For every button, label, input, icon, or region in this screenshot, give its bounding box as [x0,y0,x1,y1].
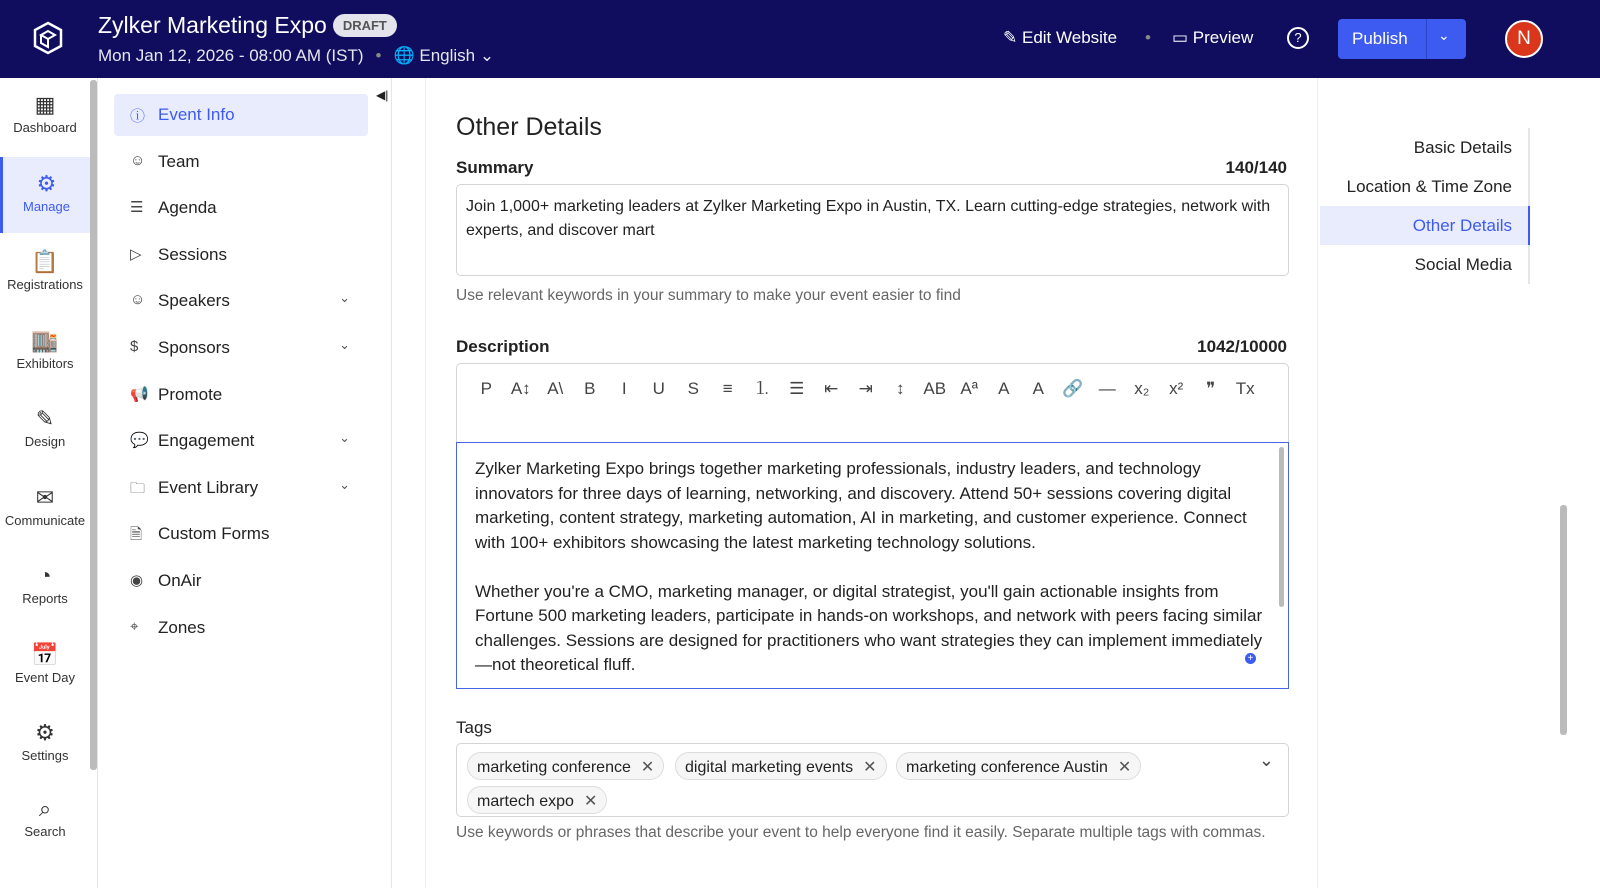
rail-item-manage[interactable] [0,157,90,233]
rail-item-label: Settings [21,748,69,763]
editor-toolbar [456,363,1289,443]
app-logo-icon [30,20,66,56]
rail-item-label: Manage [23,198,70,214]
rail-item-label: Registrations [7,277,83,292]
rail-item-label: Design [24,434,66,449]
summary-count: 140/140 [1225,158,1287,177]
zones-icon: ⌖ [130,617,139,635]
chevron-down-icon[interactable]: ⌄ [339,476,350,492]
toolbar-button-17[interactable]: 🔗 [1062,379,1084,398]
status-badge: DRAFT [333,14,397,37]
rail-item-settings[interactable] [0,706,90,782]
search-icon: ⌕ [38,795,52,821]
event-datetime: Mon Jan 12, 2026 - 08:00 AM (IST) [98,46,364,65]
editor-scrollbar[interactable] [1279,447,1284,607]
publish-button[interactable]: Publish ⌄ [1338,19,1466,59]
sessions-icon: ▷ [130,245,142,263]
manage-icon: ⚙ [36,170,57,196]
sidebar-item-label: Promote [158,384,223,404]
remove-tag-icon[interactable]: ✕ [640,759,655,776]
main-content [425,78,1318,888]
sidebar-item-zones[interactable] [114,607,368,649]
rail-item-label: Dashboard [13,120,77,135]
engagement-icon: 💬 [130,432,149,450]
sidebar-item-label: Speakers [158,291,230,311]
edit-website-button[interactable]: ✎ Edit Website [1003,28,1118,47]
toolbar-button-1[interactable]: A↕ [510,379,531,398]
exhibitors-icon: 🏬 [31,327,59,353]
rail-item-reports[interactable] [0,549,90,625]
toolbar-button-7[interactable]: ≡ [722,379,733,398]
event-day-icon: 📅 [31,641,59,667]
remove-tag-icon[interactable]: ✕ [583,793,598,810]
app-rail [0,78,90,888]
event-title: Zylker Marketing Expo DRAFT [98,12,397,39]
collapse-sidebar-icon[interactable]: ◀| [376,88,389,102]
tags-hint: Use keywords or phrases that describe your event to help everyone find it easily. Separate multiple tags with commas. [456,824,1266,841]
sidebar-item-speakers[interactable] [114,280,368,322]
toolbar-button-9[interactable]: ☰ [789,379,805,398]
tag-chip [675,752,887,780]
top-header [0,0,1600,78]
section-link-basic-details[interactable]: Basic Details [1320,128,1530,167]
language-selector[interactable]: 🌐 English ⌄ [393,46,495,65]
tags-input[interactable] [456,743,1289,817]
sidebar-item-label: Sponsors [158,338,230,357]
tag-label: martech expo [477,793,574,810]
summary-input[interactable] [456,184,1289,276]
sidebar-item-onair[interactable] [114,560,368,602]
event-library-icon: 🗀 [130,479,146,497]
toolbar-button-4[interactable]: I [621,379,627,398]
separator-dot: • [1145,28,1151,47]
toolbar-button-6[interactable]: S [687,379,699,398]
page-scrollbar[interactable] [1560,505,1567,735]
rail-item-communicate[interactable] [0,471,90,547]
description-paragraph: Whether you're a CMO, marketing manager, or digital strategist, you'll gain actionable insights from Fortune 500 marketing leaders, participate in hands-on workshops, and network with peers facing similar challenges. Sessions are designed for practitioners who want strategies they can implement immediately—not theoretical fluff. [475,581,1263,674]
description-editor[interactable] [456,442,1289,689]
sidebar-item-custom-forms[interactable] [114,513,368,555]
sidebar-item-promote[interactable] [114,374,368,416]
sidebar-item-label: Event Info [158,105,235,124]
sidebar-item-engagement[interactable] [114,420,368,462]
sidebar-item-label: Event Library [158,477,259,497]
dashboard-icon: ▦ [34,92,56,117]
tag-chip [467,786,607,814]
chevron-down-icon[interactable]: ⌄ [339,430,350,446]
sidebar-item-agenda[interactable] [114,187,368,229]
section-nav [1320,128,1530,284]
speakers-icon: ☺ [130,291,146,309]
toolbar-button-19[interactable]: x₂ [1134,379,1150,398]
publish-options-chevron-icon[interactable]: ⌄ [1438,27,1450,43]
rail-item-registrations[interactable] [0,235,90,311]
tag-chip [467,752,664,780]
agenda-icon: ☰ [130,199,144,217]
chevron-down-icon[interactable]: ⌄ [1258,750,1274,770]
section-link-social-media[interactable]: Social Media [1320,245,1530,284]
toolbar-button-8[interactable]: ⒈ [753,379,771,398]
summary-hint: Use relevant keywords in your summary to make your event easier to find [456,287,961,304]
communicate-icon: ✉ [35,484,55,510]
chevron-down-icon: ⌄ [479,46,495,65]
remove-tag-icon[interactable]: ✕ [1117,759,1132,776]
description-paragraph: Zylker Marketing Expo brings together marketing professionals, industry leaders, and technology innovators for three days of learning, networking, and discovery. Attend 50+ sessions covering digital marketing, content strategy, marketing automation, AI in marketing, and customer experience. Connect with 100+ exhibitors showcasing the latest marketing technology solutions. [475,459,1247,552]
promote-icon: 📢 [130,385,149,403]
toolbar-button-3[interactable]: B [584,379,596,398]
rail-item-dashboard[interactable] [0,78,90,154]
sidebar-item-event-library[interactable] [114,467,368,509]
sponsors-icon: $ [130,338,139,355]
team-icon: ☺ [130,151,146,169]
sidebar-item-sessions[interactable] [114,234,368,276]
manage-sidebar [97,78,392,888]
description-label: Description [456,337,550,356]
rail-item-label: Communicate [4,512,86,528]
sidebar-item-sponsors[interactable] [114,327,368,369]
custom-forms-icon: 🗎 [130,526,143,544]
toolbar-button-11[interactable]: ⇥ [858,379,873,398]
summary-label: Summary [456,158,534,177]
preview-icon: ▭ [1172,28,1189,47]
add-block-icon[interactable]: + [1245,653,1256,664]
summary-text: Join 1,000+ marketing leaders at Zylker Marketing Expo in Austin, TX. Learn cutting-edge strategies, network with experts, and discover mart [466,198,1271,239]
design-icon: ✎ [35,406,55,431]
toolbar-button-22[interactable]: Tx [1235,379,1255,398]
toolbar-button-13[interactable]: AB [923,379,947,398]
section-link-other-details[interactable]: Other Details [1320,206,1530,245]
chevron-down-icon[interactable]: ⌄ [339,337,350,352]
sidebar-item-label: Agenda [158,198,217,218]
avatar[interactable]: N [1505,20,1543,58]
page-title: Other Details [456,113,602,141]
toolbar-button-5[interactable]: U [652,379,665,398]
event-subtitle: Mon Jan 12, 2026 - 08:00 AM (IST) • 🌐 English ⌄ [98,46,495,65]
rail-item-design[interactable] [0,392,90,468]
settings-icon: ⚙ [35,720,55,745]
toolbar-button-21[interactable]: ❞ [1206,379,1216,398]
toolbar-button-14[interactable]: Aª [960,379,979,398]
reports-icon: ◔ [38,563,52,588]
help-icon[interactable]: ? [1287,27,1309,49]
sidebar-item-label: OnAir [158,571,202,590]
rail-item-exhibitors[interactable] [0,314,90,390]
tag-label: marketing conference Austin [906,759,1108,776]
preview-button[interactable]: ▭ Preview [1172,28,1254,47]
sidebar-item-team[interactable] [114,141,368,183]
rail-scrollbar[interactable] [90,80,97,770]
edit-icon: ✎ [1003,28,1018,47]
description-count: 1042/10000 [1197,337,1287,356]
sidebar-item-label: Team [158,151,200,171]
toolbar-button-2[interactable]: A\ [547,379,564,398]
toolbar-button-20[interactable]: x² [1169,379,1184,398]
onair-icon: ◉ [130,572,144,589]
toolbar-button-18[interactable]: — [1098,379,1116,398]
tags-label: Tags [456,718,492,737]
section-link-location-time-zone[interactable]: Location & Time Zone [1320,167,1530,206]
remove-tag-icon[interactable]: ✕ [863,759,877,776]
toolbar-button-12[interactable]: ↕ [896,379,905,398]
tag-label: digital marketing events [685,759,854,776]
tag-label: marketing conference [477,759,631,776]
rail-item-label: Search [24,823,66,839]
sidebar-item-label: Engagement [158,431,255,451]
registrations-icon: 📋 [31,249,59,274]
rail-item-label: Event Day [15,669,75,685]
sidebar-item-label: Sessions [158,244,227,264]
toolbar-button-0[interactable]: P [480,379,492,398]
rail-item-event-day[interactable] [0,628,90,704]
toolbar-button-15[interactable]: A [998,379,1010,398]
rail-item-label: Reports [22,591,68,606]
toolbar-button-16[interactable]: A [1032,379,1044,398]
chevron-down-icon[interactable]: ⌄ [339,290,350,306]
event-info-icon: ⓘ [130,108,146,125]
rail-item-label: Exhibitors [16,355,74,371]
tag-chip [896,752,1141,780]
sidebar-item-label: Zones [158,617,206,637]
rail-item-search[interactable] [0,782,90,858]
toolbar-button-10[interactable]: ⇤ [824,379,839,398]
sidebar-item-label: Custom Forms [158,524,270,544]
sidebar-item-event-info[interactable] [114,94,368,136]
